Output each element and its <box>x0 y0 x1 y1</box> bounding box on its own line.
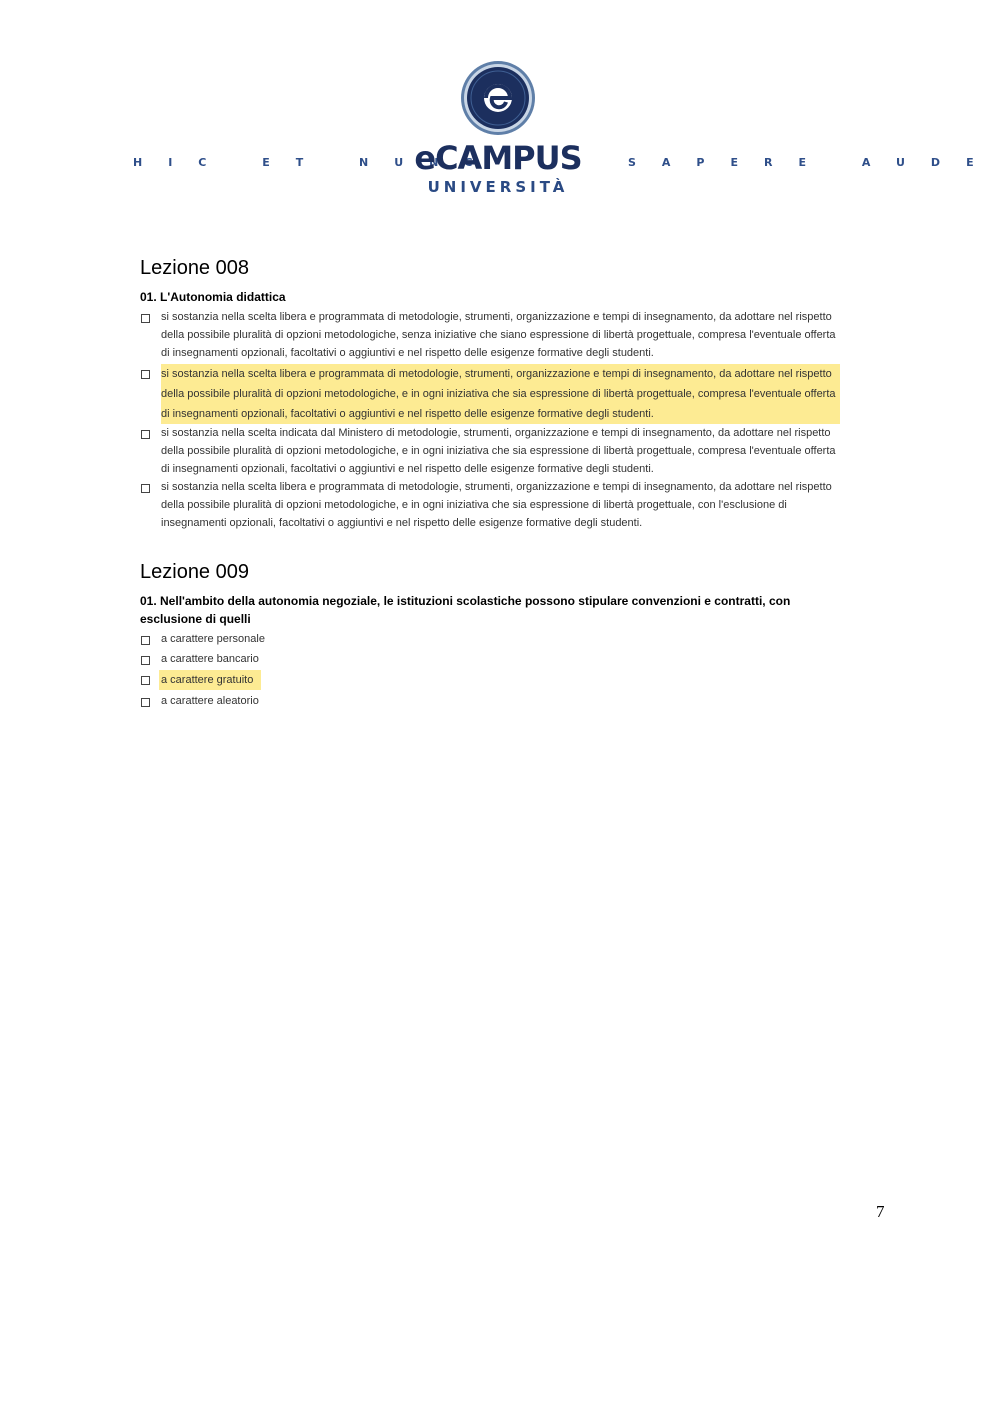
question: 01. L'Autonomia didattica <box>140 290 286 304</box>
answer-option <box>140 692 840 710</box>
checkbox-icon <box>141 676 150 685</box>
answer-option-correct <box>140 670 840 690</box>
answer-options <box>140 630 840 710</box>
document-content <box>140 254 840 712</box>
ecampus-seal-logo <box>460 60 536 136</box>
answer-text: a carattere personale <box>161 633 265 645</box>
checkbox-icon <box>141 698 150 707</box>
question: 01. Nell'ambito della autonomia negoziale, le istituzioni scolastiche possono stipulare convenzioni e contratti, con esclusione di quelli <box>140 594 791 626</box>
document-header <box>0 0 1000 220</box>
brand-name: eCAMPUS <box>414 139 582 177</box>
answer-text: si sostanzia nella scelta libera e programmata di metodologie, strumenti, organizzazione e tempi di insegnamento, da adottare nel rispetto della possibile pluralità di opzioni metodologiche, e in ogni iniziativa che sia espressione di libertà progettuale, con l'esclusione di insegnamenti opzionali, facoltativi o aggiuntivi e nel rispetto delle esigenze formative degli studenti. <box>161 481 832 529</box>
answer-text: si sostanzia nella scelta indicata dal Ministero di metodologie, strumenti, organizzazione e tempi di insegnamento, da adottare nel rispetto della possibile pluralità di opzioni metodologiche, e in ogni iniziativa che sia espressione di libertà progettuale, compresa l'eventuale offerta di insegnamenti opzionali, facoltativi o aggiuntivi e nel rispetto delle esigenze formative degli studenti. <box>161 427 836 475</box>
answer-option <box>140 650 840 668</box>
lesson-title: Lezione 009 <box>140 561 249 583</box>
checkbox-icon <box>141 370 150 379</box>
lesson-008 <box>140 254 840 532</box>
brand-subtitle: UNIVERSITÀ <box>427 178 569 196</box>
motto-left: HIC ET NUNC <box>133 156 499 169</box>
answer-text: a carattere aleatorio <box>161 695 259 707</box>
lesson-title: Lezione 008 <box>140 257 249 279</box>
answer-option-correct <box>140 364 840 424</box>
motto-right: SAPERE AUDE <box>628 156 1000 169</box>
checkbox-icon <box>141 656 150 665</box>
answer-text-highlighted: a carattere gratuito <box>159 670 261 690</box>
page-number: 7 <box>876 1202 885 1221</box>
brand-logo <box>398 138 598 196</box>
answer-text-highlighted: si sostanzia nella scelta libera e programmata di metodologie, strumenti, organizzazione e tempi di insegnamento, da adottare nel rispetto della possibile pluralità di opzioni metodologiche, e in ogni iniziativa che sia espressione di libertà progettuale, compresa l'eventuale offerta di insegnamenti opzionali, facoltativi o aggiuntivi e nel rispetto delle esigenze formative degli studenti. <box>161 364 840 424</box>
checkbox-icon <box>141 636 150 645</box>
answer-text: si sostanzia nella scelta libera e programmata di metodologie, strumenti, organizzazione e tempi di insegnamento, da adottare nel rispetto della possibile pluralità di opzioni metodologiche, senza iniziative che siano espressione di libertà progettuale, compresa l'eventuale offerta di insegnamenti opzionali, facoltativi o aggiuntivi e nel rispetto delle esigenze formative degli studenti. <box>161 311 836 359</box>
answer-option <box>140 630 840 648</box>
answer-option <box>140 308 840 362</box>
answer-option <box>140 478 840 532</box>
checkbox-icon <box>141 430 150 439</box>
answer-text: a carattere bancario <box>161 653 259 665</box>
answer-options <box>140 308 840 532</box>
checkbox-icon <box>141 314 150 323</box>
checkbox-icon <box>141 484 150 493</box>
lesson-009 <box>140 558 840 710</box>
answer-option <box>140 424 840 478</box>
